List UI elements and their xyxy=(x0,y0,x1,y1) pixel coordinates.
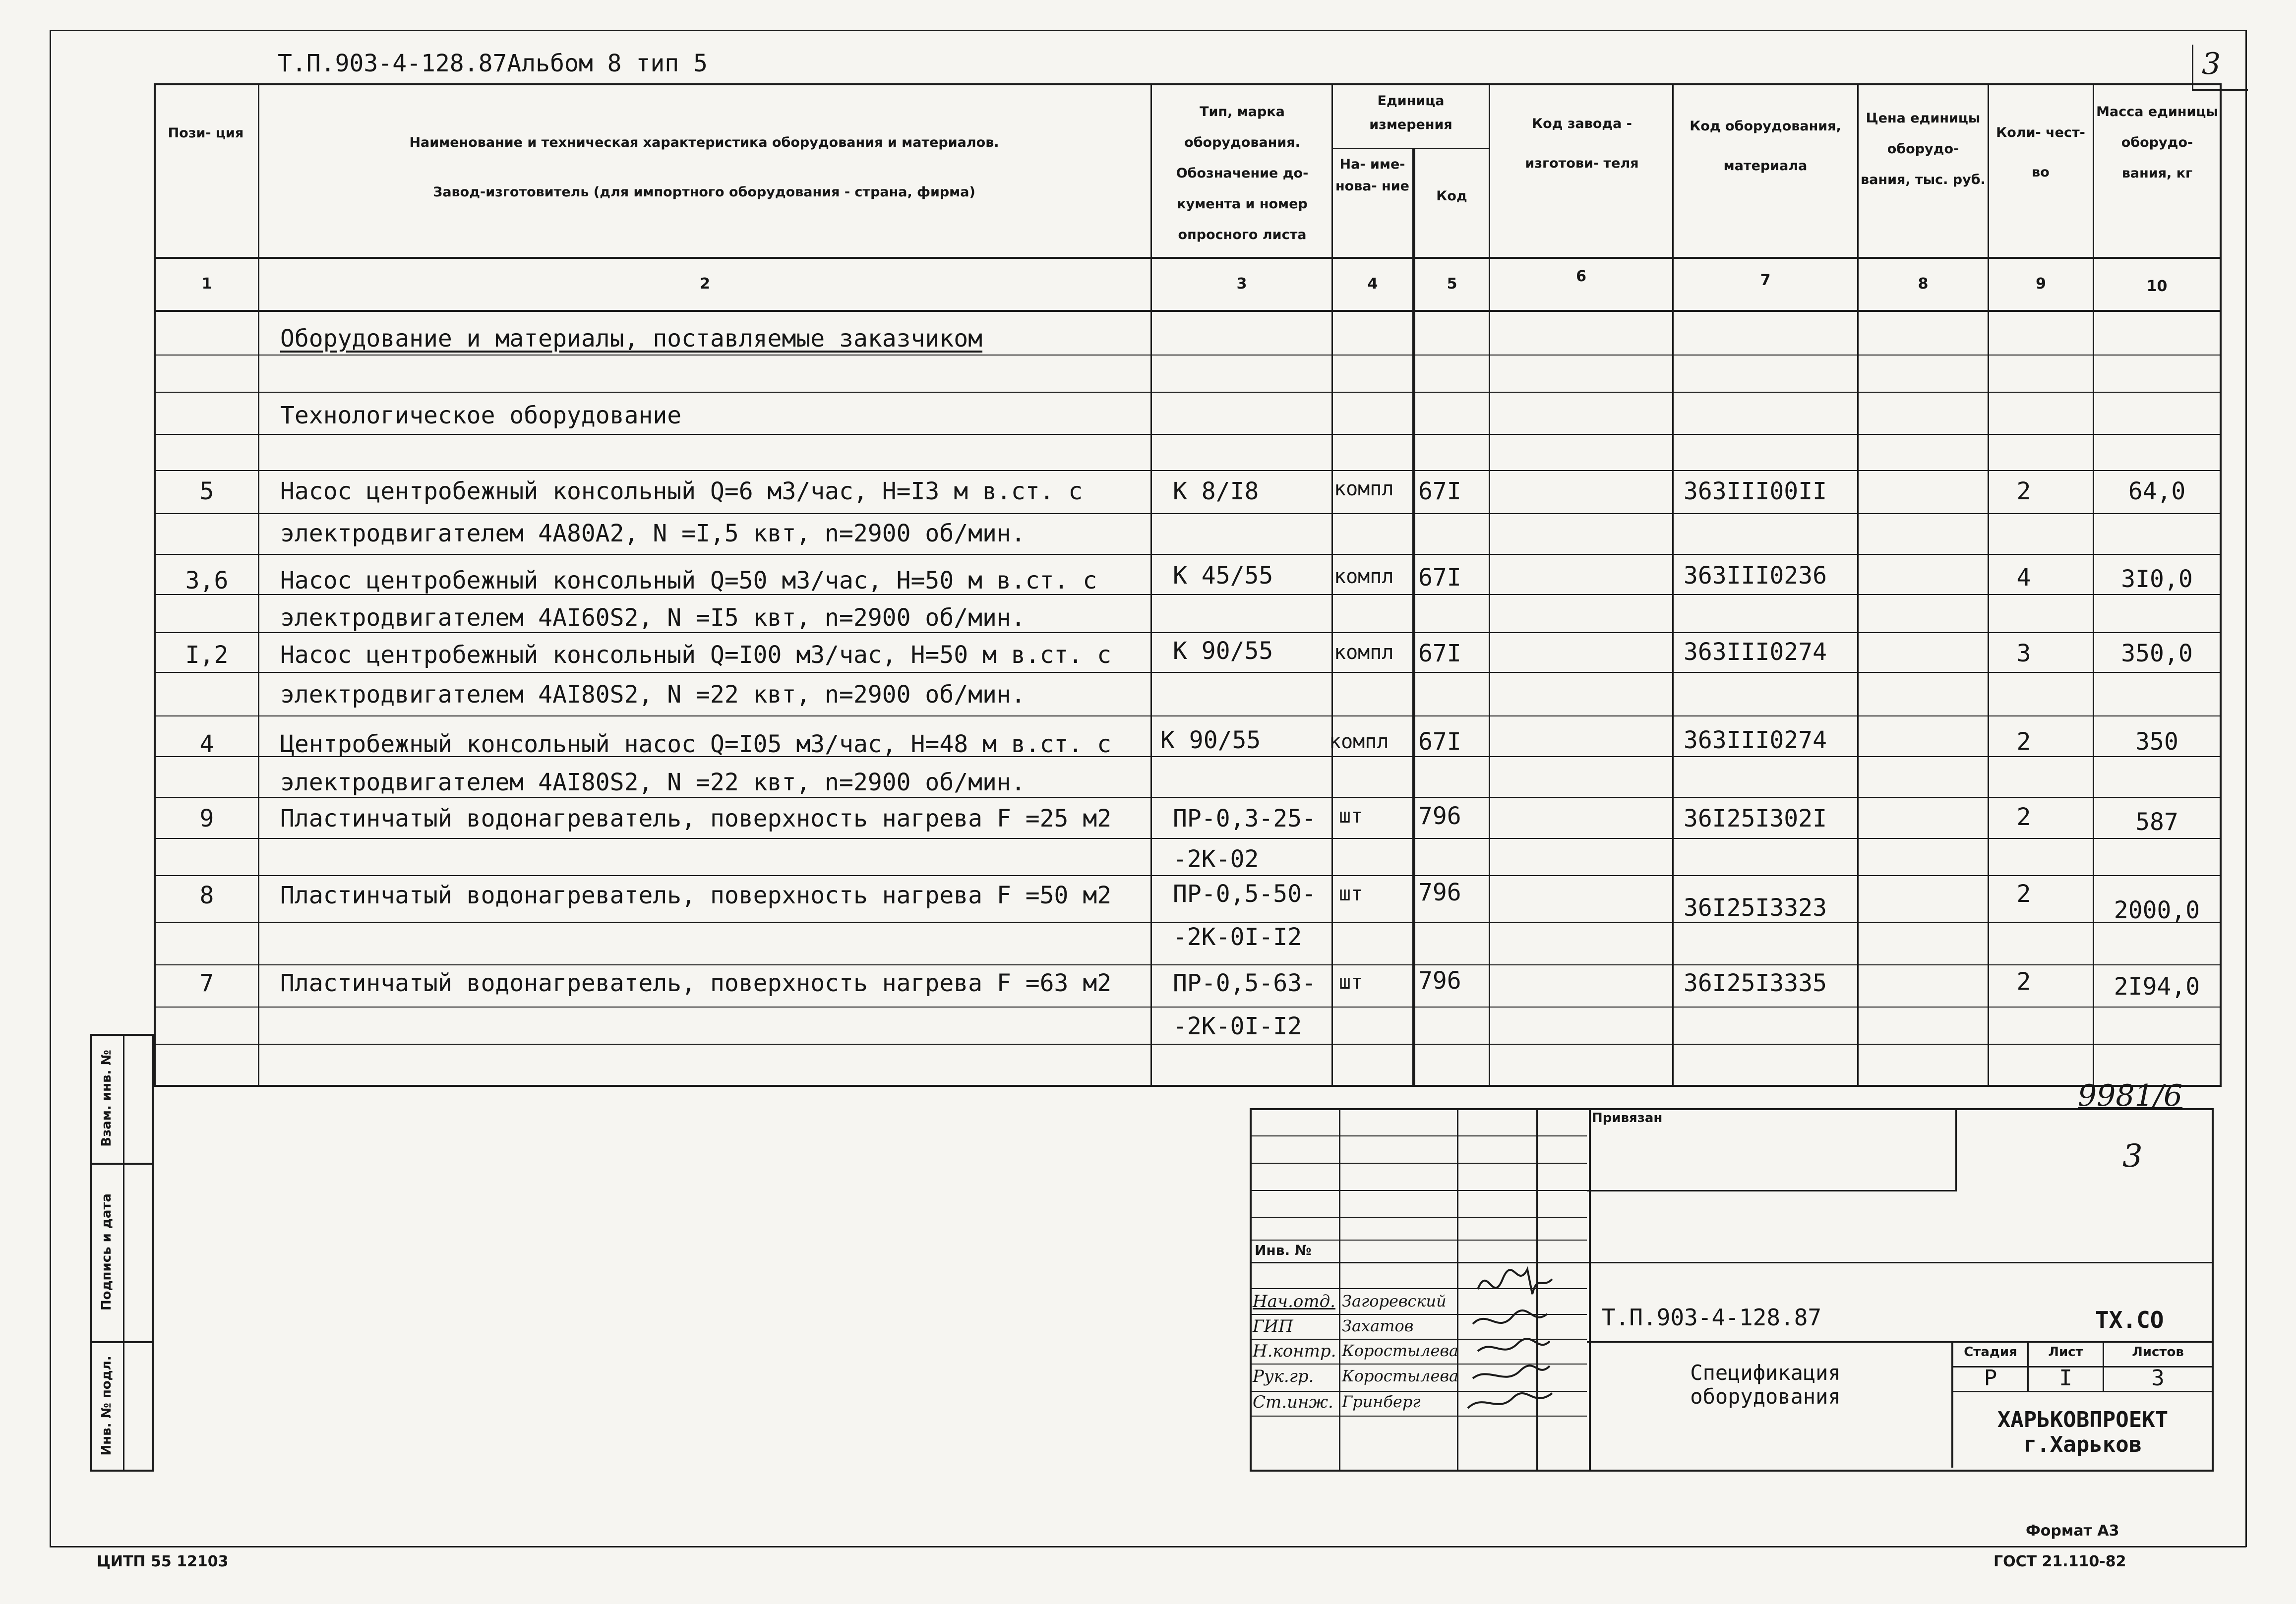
row-5-type-line1: ПР-0,3-25- xyxy=(1173,805,1316,832)
signatures-drawing xyxy=(1458,1259,1557,1423)
header-name-line1: Наименование и техническая характеристика оборудования и материалов. xyxy=(409,135,999,150)
col-border-6 xyxy=(1672,83,1674,1086)
row-6-name-line1: Пластинчатый водонагреватель, поверхность нагрева F =50 м2 xyxy=(280,882,1112,909)
row-4-quantity: 2 xyxy=(2016,728,2031,756)
row-2-type: К 45/55 xyxy=(1173,562,1273,590)
row-1-name-line2: электродвигателем 4А80А2, N =I,5 квт, n=2900 об/мин. xyxy=(280,520,1026,547)
signer-name-4: Коростылева xyxy=(1342,1366,1459,1385)
header-quantity: Коли- чест- во xyxy=(1996,125,2085,180)
row-2-unit: компл xyxy=(1334,565,1394,588)
col-border-3 xyxy=(1331,83,1333,1086)
stamp-number: 9981/6 xyxy=(2078,1078,2183,1113)
row-5-name-line1: Пластинчатый водонагреватель, поверхность нагрева F =25 м2 xyxy=(280,805,1112,832)
row-5-type-line2: -2К-02 xyxy=(1173,845,1259,873)
row-7-unit: шт xyxy=(1339,971,1363,994)
row-6-equipment-code: 36I25I3323 xyxy=(1684,894,1827,922)
signer-name-2: Захатов xyxy=(1342,1316,1414,1335)
colnum-2: 2 xyxy=(700,275,710,293)
row-1-quantity: 2 xyxy=(2016,477,2031,505)
stamp-page: 3 xyxy=(2122,1138,2143,1175)
row-7-unit-code: 796 xyxy=(1418,967,1461,995)
header-type: Тип, марка оборудования. Обозначение до- кумента и номер опросного листа xyxy=(1176,104,1309,242)
table-bottom-line xyxy=(154,1085,2222,1087)
row-2-unit-code: 67I xyxy=(1418,564,1461,592)
tb-h5 xyxy=(1250,1240,1587,1241)
side-stamp-inventory: Инв. № подл. xyxy=(99,1356,114,1456)
sheet-corner-number: 3 xyxy=(2202,47,2221,81)
stage-value: Р xyxy=(1984,1366,1997,1391)
row-line xyxy=(154,964,2222,965)
row-3-mass: 350,0 xyxy=(2121,640,2193,667)
outer-frame-right xyxy=(2245,30,2247,1547)
signer-role-3: Н.контр. xyxy=(1253,1341,1336,1361)
colnum-bottom-line xyxy=(154,310,2222,312)
row-1-type: К 8/I8 xyxy=(1173,477,1259,505)
tb-r-v1 xyxy=(1955,1108,1957,1191)
gost-label: ГОСТ 21.110-82 xyxy=(1994,1553,2126,1570)
side-stamp-vzam: Взам. инв. № xyxy=(99,1050,114,1147)
side-stamp-h1 xyxy=(90,1163,152,1165)
row-2-position: 3,6 xyxy=(185,567,229,594)
sheets-label: Листов xyxy=(2132,1345,2184,1360)
row-1-position: 5 xyxy=(199,477,214,505)
row-line xyxy=(154,632,2222,633)
row-line xyxy=(154,1007,2222,1008)
unit-subheader-line xyxy=(1331,148,1490,149)
row-3-name-line2: электродвигателем 4АI80S2, N =22 квт, n=2900 об/мин. xyxy=(280,681,1026,709)
row-6-position: 8 xyxy=(199,882,214,909)
row-4-unit-code: 67I xyxy=(1418,728,1461,756)
row-4-mass: 350 xyxy=(2135,728,2178,756)
row-5-equipment-code: 36I25I302I xyxy=(1684,805,1827,832)
row-3-unit: компл xyxy=(1334,641,1394,664)
signer-role-2: ГИП xyxy=(1253,1316,1293,1336)
row-5-unit: шт xyxy=(1339,805,1363,828)
row-5-quantity: 2 xyxy=(2016,803,2031,831)
colnum-10: 10 xyxy=(2146,278,2168,295)
tb-r-h3 xyxy=(1587,1341,2212,1343)
row-line xyxy=(154,554,2222,555)
section-title: Оборудование и материалы, поставляемые заказчиком xyxy=(280,325,983,353)
row-4-name-line1: Центробежный консольный насос Q=I05 м3/час, Н=48 м в.ст. с xyxy=(280,730,1112,758)
signer-name-5: Гринберг xyxy=(1342,1392,1421,1411)
col-border-10 xyxy=(2220,83,2222,1086)
row-5-unit-code: 796 xyxy=(1418,802,1461,830)
header-unit-code: Код xyxy=(1436,188,1467,204)
header-unit-mass: Масса единицы оборудо- вания, кг xyxy=(2096,104,2218,181)
row-line xyxy=(154,672,2222,673)
row-line xyxy=(154,355,2222,356)
format-label: Формат А3 xyxy=(2026,1522,2119,1540)
row-3-type: К 90/55 xyxy=(1173,637,1273,665)
row-line xyxy=(154,838,2222,839)
row-line xyxy=(154,434,2222,435)
row-3-unit-code: 67I xyxy=(1418,640,1461,667)
row-7-equipment-code: 36I25I3335 xyxy=(1684,969,1827,997)
row-1-unit: компл xyxy=(1334,477,1394,500)
tb-h2 xyxy=(1250,1163,1587,1164)
row-6-type-line1: ПР-0,5-50- xyxy=(1173,880,1316,908)
document-title: Т.П.903-4-128.87Альбом 8 тип 5 xyxy=(278,50,708,77)
row-1-unit-code: 67I xyxy=(1418,477,1461,505)
row-5-mass: 587 xyxy=(2135,808,2178,836)
doc-name: Спецификация оборудования xyxy=(1690,1361,1841,1409)
signer-name-1: Загоревский xyxy=(1342,1292,1447,1310)
tb-h3 xyxy=(1250,1190,1587,1191)
row-3-equipment-code: 363III0274 xyxy=(1684,638,1827,666)
row-7-name-line1: Пластинчатый водонагреватель, поверхность нагрева F =63 м2 xyxy=(280,969,1112,997)
row-2-mass: 3I0,0 xyxy=(2121,565,2193,593)
header-factory-code: Код завода - изготови- теля xyxy=(1525,116,1639,171)
row-line xyxy=(154,470,2222,471)
row-4-equipment-code: 363III0274 xyxy=(1684,726,1827,754)
tb-r-h2 xyxy=(1587,1262,2212,1263)
signer-role-4: Рук.гр. xyxy=(1253,1366,1314,1386)
colnum-1: 1 xyxy=(201,275,212,293)
stage-label: Стадия xyxy=(1964,1345,2017,1360)
sheet-value: I xyxy=(2059,1366,2072,1391)
row-3-quantity: 3 xyxy=(2016,640,2031,667)
colnum-8: 8 xyxy=(1918,275,1929,293)
col-border-5 xyxy=(1489,83,1490,1086)
citp-label: ЦИТП 55 12103 xyxy=(97,1553,229,1570)
row-7-type-line2: -2К-0I-I2 xyxy=(1173,1012,1302,1040)
header-position: Пози- ция xyxy=(168,125,244,141)
outer-frame-top xyxy=(50,30,2246,31)
row-line xyxy=(154,715,2222,716)
inventory-label: Инв. № xyxy=(1255,1242,1312,1258)
col-border-1 xyxy=(258,83,259,1086)
row-1-equipment-code: 363III00II xyxy=(1684,477,1827,505)
header-equipment-code: Код оборудования, материала xyxy=(1690,119,1841,174)
col-border-7 xyxy=(1857,83,1859,1086)
col-border-2 xyxy=(1150,83,1152,1086)
colnum-6: 6 xyxy=(1576,268,1586,285)
row-6-mass: 2000,0 xyxy=(2114,896,2200,924)
organization-city: г.Харьков xyxy=(2023,1432,2142,1457)
row-3-position: I,2 xyxy=(185,641,229,669)
row-7-type-line1: ПР-0,5-63- xyxy=(1173,969,1316,997)
tb-r-h5 xyxy=(1951,1391,2212,1392)
row-2-name-line2: электродвигателем 4АI60S2, N =I5 квт, n=2900 об/мин. xyxy=(280,604,1026,632)
row-6-unit: шт xyxy=(1339,883,1363,905)
header-name-line2: Завод-изготовитель (для импортного оборудования - страна, фирма) xyxy=(433,184,975,200)
row-4-type: К 90/55 xyxy=(1160,726,1261,754)
colnum-7: 7 xyxy=(1760,272,1771,289)
row-2-name-line1: Насос центробежный консольный Q=50 м3/час, Н=50 м в.ст. с xyxy=(280,567,1097,594)
colnum-3: 3 xyxy=(1236,275,1247,293)
row-line xyxy=(154,875,2222,876)
row-1-name-line1: Насос центробежный консольный Q=6 м3/час, Н=I3 м в.ст. с xyxy=(280,477,1083,505)
row-3-name-line1: Насос центробежный консольный Q=I00 м3/час, Н=50 м в.ст. с xyxy=(280,641,1112,669)
organization-name: ХАРЬКОВПРОЕКТ xyxy=(1997,1407,2169,1432)
row-4-position: 4 xyxy=(199,730,214,758)
header-unit-group: Единица измерения xyxy=(1369,93,1452,132)
row-7-quantity: 2 xyxy=(2016,968,2031,996)
sheet-label: Лист xyxy=(2048,1345,2083,1360)
colnum-5: 5 xyxy=(1447,275,1457,293)
row-7-position: 7 xyxy=(199,969,214,997)
subsection-title: Технологическое оборудование xyxy=(280,402,682,429)
tb-h1 xyxy=(1250,1135,1587,1136)
row-2-quantity: 4 xyxy=(2016,564,2031,592)
row-6-type-line2: -2К-0I-I2 xyxy=(1173,923,1302,951)
row-6-quantity: 2 xyxy=(2016,880,2031,908)
tb-h4 xyxy=(1250,1217,1587,1218)
table-top-line xyxy=(154,83,2222,85)
row-line xyxy=(154,1044,2222,1045)
sheets-value: 3 xyxy=(2151,1366,2165,1391)
row-2-equipment-code: 363III0236 xyxy=(1684,562,1827,590)
side-stamp-signature-date: Подпись и дата xyxy=(99,1193,114,1311)
outer-frame-bottom xyxy=(50,1546,2246,1547)
outer-frame-left xyxy=(50,30,51,1547)
colnum-4: 4 xyxy=(1367,275,1378,293)
signer-role-1: Нач.отд. xyxy=(1253,1292,1335,1311)
row-line xyxy=(154,513,2222,514)
row-7-mass: 2I94,0 xyxy=(2114,973,2200,1001)
row-4-unit: компл xyxy=(1329,730,1389,753)
colnum-9: 9 xyxy=(2036,275,2046,293)
signer-name-3: Коростылева xyxy=(1342,1341,1459,1360)
signer-role-5: Ст.инж. xyxy=(1253,1392,1333,1412)
doc-mark: ТХ.СО xyxy=(2095,1307,2164,1333)
side-stamp-divider xyxy=(123,1034,124,1470)
doc-code: Т.П.903-4-128.87 xyxy=(1602,1304,1822,1331)
privyazan-label: Привязан xyxy=(1592,1111,1663,1126)
header-unit-price: Цена единицы оборудо- вания, тыс. руб. xyxy=(1861,111,1986,187)
header-unit-name: На- име- нова- ние xyxy=(1335,157,1409,194)
row-line xyxy=(154,797,2222,798)
header-bottom-line xyxy=(154,257,2222,259)
row-5-position: 9 xyxy=(199,805,214,832)
row-1-mass: 64,0 xyxy=(2128,477,2186,505)
tb-r-h1 xyxy=(1587,1190,1956,1191)
row-line xyxy=(154,392,2222,393)
tb-r-v2 xyxy=(1951,1341,1953,1468)
row-6-unit-code: 796 xyxy=(1418,879,1461,906)
row-4-name-line2: электродвигателем 4АI80S2, N =22 квт, n=2900 об/мин. xyxy=(280,769,1026,796)
